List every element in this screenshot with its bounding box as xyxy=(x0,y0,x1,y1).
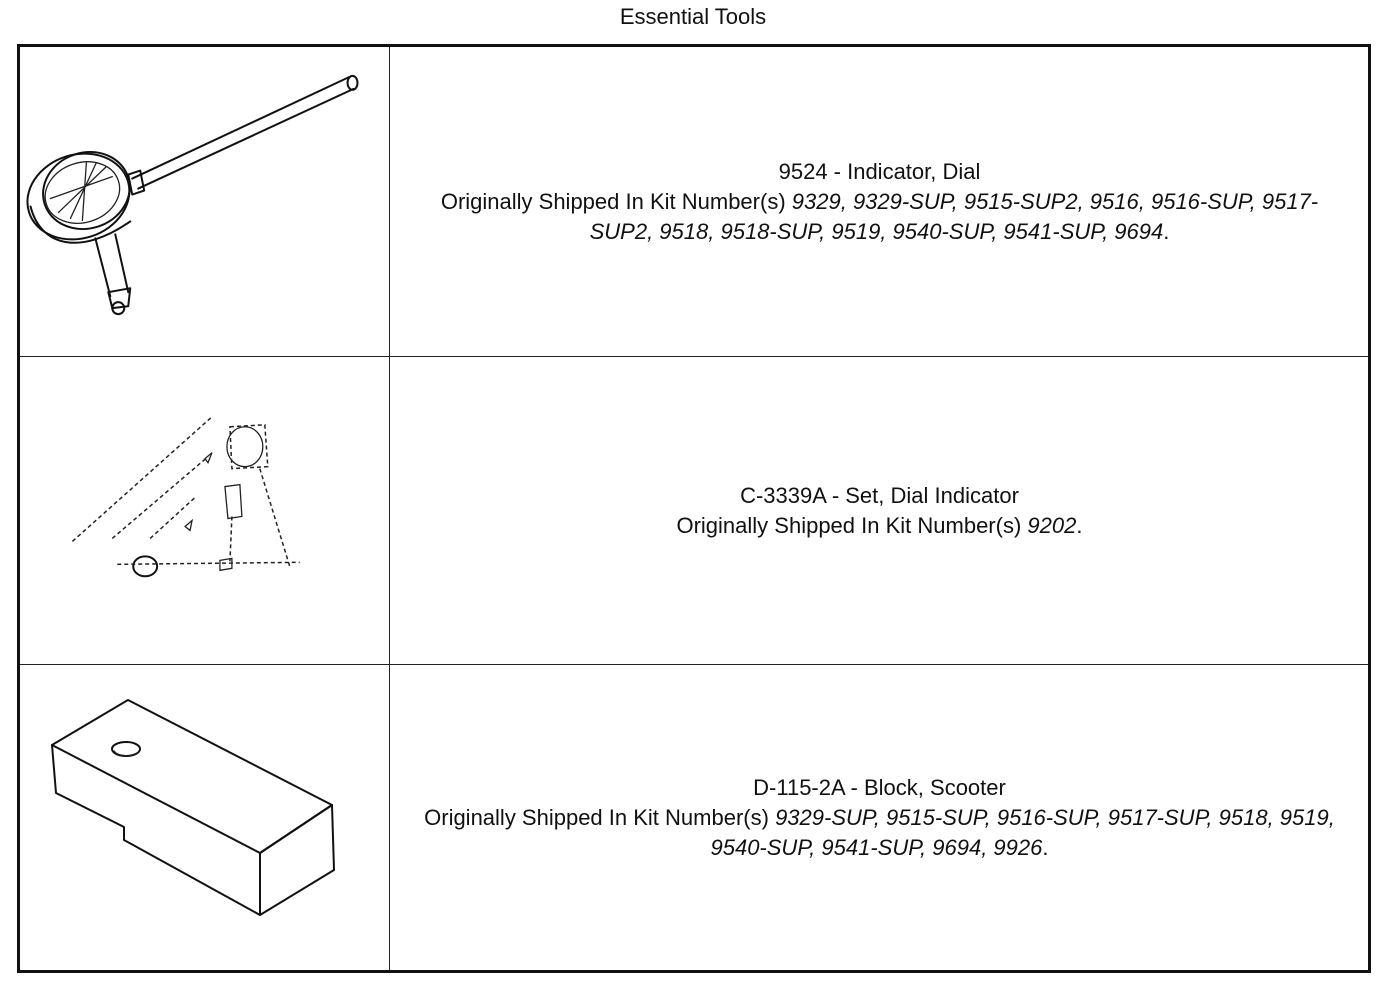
kit-numbers: 9329-SUP, 9515-SUP, 9516-SUP, 9517-SUP, 9518, 9519, 9540-SUP, 9541-SUP, 9694, 9926 xyxy=(710,804,1335,860)
kit-prefix: Originally Shipped In Kit Number(s) xyxy=(440,188,786,214)
page-title: Essential Tools xyxy=(619,4,767,29)
tool-image-cell xyxy=(20,357,390,664)
tool-row xyxy=(20,357,1368,665)
tool-row xyxy=(20,665,1368,970)
kit-numbers: 9329, 9329-SUP, 9515-SUP2, 9516, 9516-SUP, 9517-SUP2, 9518, 9518-SUP, 9519, 9540-SUP, 9541-SUP, 9694 xyxy=(589,188,1319,244)
kit-line: Originally Shipped In Kit Number(s) 9329-SUP, 9515-SUP, 9516-SUP, 9517-SUP, 9518, 9519, 9540-SUP, 9541-SUP, 9694, 9926. xyxy=(424,804,1335,860)
tool-name: C-3339A - Set, Dial Indicator xyxy=(740,482,1019,508)
kit-numbers: 9202 xyxy=(1027,512,1077,538)
kit-prefix: Originally Shipped In Kit Number(s) xyxy=(676,512,1022,538)
tool-row xyxy=(20,47,1368,357)
dial-indicator-icon xyxy=(20,47,390,356)
tool-description xyxy=(391,357,1368,664)
kit-line: Originally Shipped In Kit Number(s) 9329, 9329-SUP, 9515-SUP2, 9516, 9516-SUP, 9517-SUP2, 9518, 9518-SUP, 9519, 9540-SUP, 9541-SUP, 9694. xyxy=(440,188,1319,244)
kit-prefix: Originally Shipped In Kit Number(s) xyxy=(424,804,769,830)
tool-description xyxy=(391,47,1368,356)
tool-description xyxy=(391,665,1368,970)
tool-name: D-115-2A - Block, Scooter xyxy=(753,774,1006,800)
tools-table xyxy=(17,44,1371,973)
kit-line: Originally Shipped In Kit Number(s) 9202. xyxy=(676,512,1083,538)
scooter-block-icon xyxy=(20,665,390,970)
tool-image-cell xyxy=(20,665,390,970)
dial-indicator-set-icon xyxy=(20,357,390,664)
tool-image-cell xyxy=(20,47,390,356)
tool-name: 9524 - Indicator, Dial xyxy=(778,158,981,184)
